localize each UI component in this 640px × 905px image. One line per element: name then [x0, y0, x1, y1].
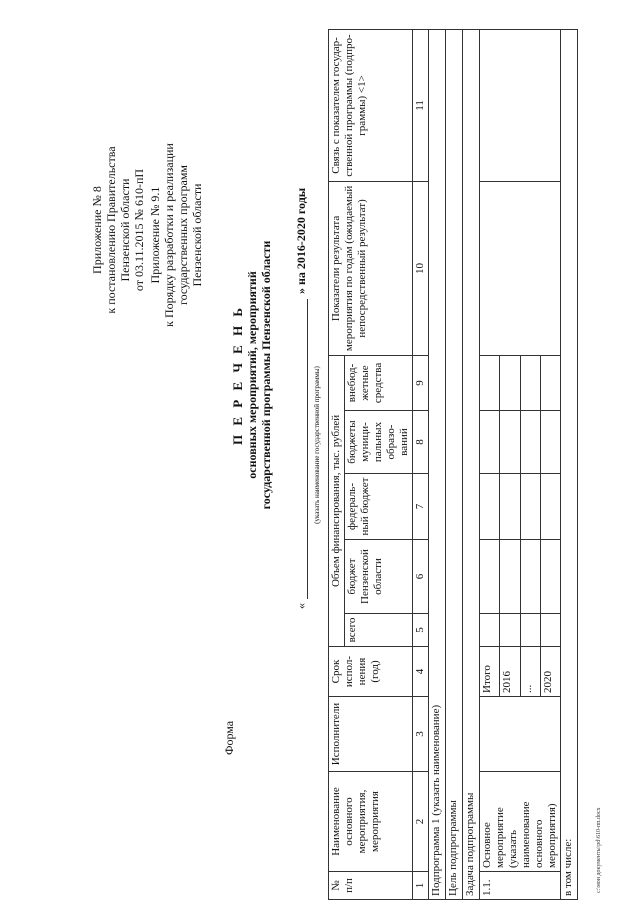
program-name-hint: (указать наименование государственной программы) — [313, 366, 321, 524]
year-cell: ... — [520, 647, 540, 697]
item-number: 1.1. — [480, 872, 561, 900]
appendix-line: от 03.11.2015 № 610-пП — [132, 168, 146, 292]
measures-table — [328, 29, 578, 900]
col-number: 4 — [413, 647, 429, 697]
empty-cell — [500, 411, 520, 474]
appendix-block-resolution — [90, 100, 146, 360]
empty-cell — [520, 355, 540, 410]
document-subtitle: основных мероприятий, мероприятий — [245, 271, 259, 479]
empty-cell — [520, 411, 540, 474]
item-indicators — [480, 181, 561, 355]
year-cell: Итого — [480, 647, 500, 697]
header-extrabudget: внебюд-жетные средства — [345, 355, 413, 410]
appendix-line: Пензенской области — [118, 178, 132, 282]
document-subtitle: государственной программы Пензенской области — [259, 240, 273, 510]
column-number-row — [413, 29, 429, 899]
header-regional: бюджет Пензенской области — [345, 540, 413, 614]
empty-cell — [480, 411, 500, 474]
header-funding: Объем финансирования, тыс. рублей — [329, 355, 345, 646]
appendix-line: к постановлению Правительства — [104, 146, 118, 314]
col-number: 2 — [413, 772, 429, 872]
empty-cell — [520, 540, 540, 614]
item-link — [480, 29, 561, 181]
empty-cell — [500, 355, 520, 410]
col-number: 1 — [413, 872, 429, 900]
period-text: » на 2016-2020 годы — [294, 187, 308, 294]
col-number: 5 — [413, 614, 429, 647]
including-cell: в том числе: — [561, 29, 578, 899]
appendix-line: к Порядку разработки и реализации — [162, 143, 176, 327]
header-indicators: Показатели результата мероприятия по годам (ожидаемый непосредственный результат) — [329, 181, 413, 355]
empty-cell — [540, 614, 560, 647]
header-term: Срок испол-нения (год) — [329, 647, 413, 697]
item-executor — [480, 697, 561, 772]
goal-cell: Цель подпрограммы — [446, 29, 463, 899]
file-path-footer: c:\мои документы\pd\610-пп.docx — [596, 807, 602, 893]
appendix-line: государственных программ — [176, 164, 190, 306]
empty-cell — [540, 411, 560, 474]
empty-cell — [480, 355, 500, 410]
subprogram-row — [429, 29, 446, 899]
header-municipal: бюджеты муници-пальных образо-ваний — [345, 411, 413, 474]
item-name: Основное мероприятие (указать наименование основного мероприятия) — [480, 772, 561, 872]
task-cell: Задача подпрограммы — [463, 29, 480, 899]
document-title: П Е Р Е Ч Е Н Ь — [230, 304, 245, 446]
header-federal: федераль-ный бюджет — [345, 474, 413, 540]
empty-cell — [500, 474, 520, 540]
empty-cell — [480, 474, 500, 540]
appendix-block-procedure — [148, 85, 204, 385]
col-number: 6 — [413, 540, 429, 614]
title-block — [230, 75, 273, 675]
header-row — [329, 29, 345, 899]
col-number: 11 — [413, 29, 429, 181]
header-total: всего — [345, 614, 413, 647]
including-row — [561, 29, 578, 899]
goal-row — [446, 29, 463, 899]
appendix-line: Приложение № 8 — [90, 186, 104, 274]
year-cell: 2016 — [500, 647, 520, 697]
empty-cell — [540, 474, 560, 540]
appendix-line: Пензенской области — [190, 183, 204, 287]
empty-cell — [480, 540, 500, 614]
empty-cell — [540, 355, 560, 410]
empty-cell — [540, 540, 560, 614]
empty-cell — [520, 614, 540, 647]
col-number: 7 — [413, 474, 429, 540]
empty-cell — [500, 614, 520, 647]
year-cell: 2020 — [540, 647, 560, 697]
header-executor: Исполнители — [329, 697, 413, 772]
header-link: Связь с показателем государ-ственной программы (подпро-граммы) <1> — [329, 29, 413, 181]
task-row — [463, 29, 480, 899]
empty-cell — [480, 614, 500, 647]
quote-open: « — [294, 603, 308, 609]
subprogram-cell: Подпрограмма 1 (указать наименование) — [429, 29, 446, 899]
col-number: 8 — [413, 411, 429, 474]
header-no: № п/п — [329, 872, 413, 900]
header-name: Наименование основного мероприятия, мероприятия — [329, 772, 413, 872]
item-row — [480, 29, 500, 899]
empty-cell — [500, 540, 520, 614]
appendix-line: Приложение № 9.1 — [148, 186, 162, 284]
form-label: Форма — [222, 720, 236, 755]
col-number: 3 — [413, 697, 429, 772]
empty-cell — [520, 474, 540, 540]
col-number: 10 — [413, 181, 429, 355]
program-name-blank — [307, 299, 308, 599]
col-number: 9 — [413, 355, 429, 410]
